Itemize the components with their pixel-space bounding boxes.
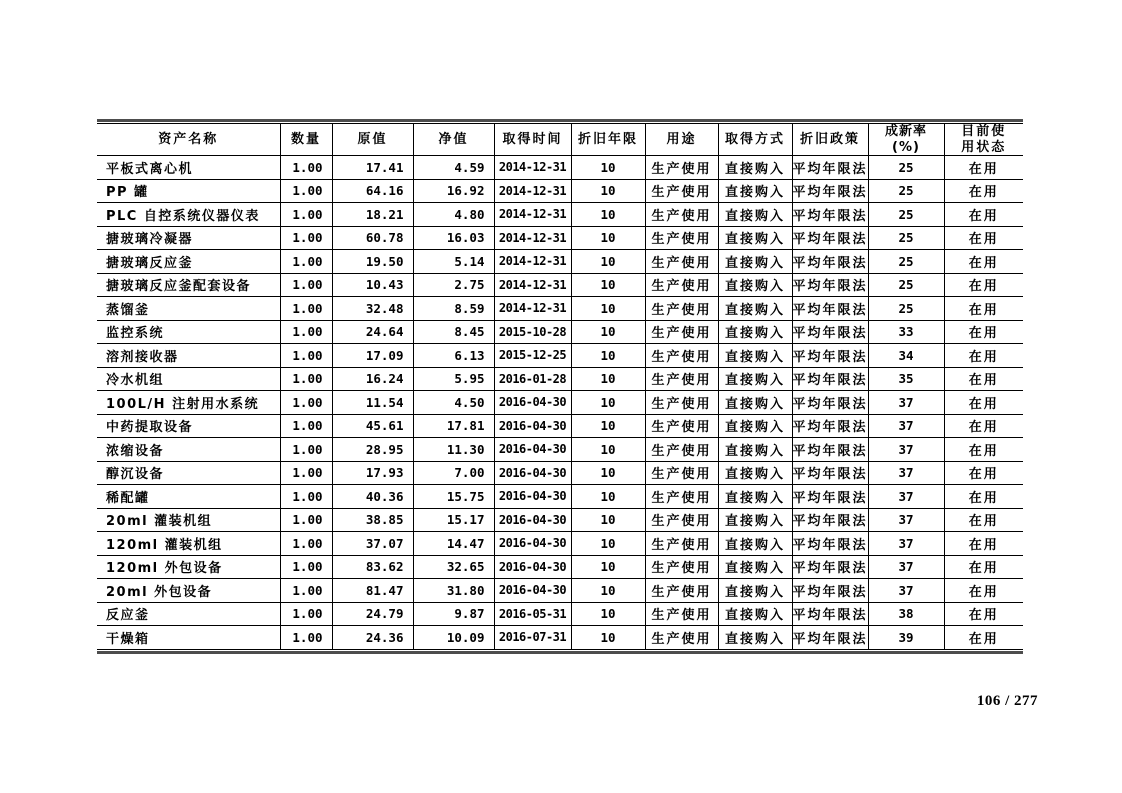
- table-cell: 生产使用: [645, 250, 718, 274]
- table-cell: 直接购入: [718, 297, 792, 321]
- table-cell: 2016-04-30: [494, 391, 571, 415]
- table-cell: 1.00: [280, 344, 332, 368]
- table-cell: 17.41: [332, 156, 413, 180]
- table-cell: 2016-04-30: [494, 532, 571, 556]
- table-cell: 在用: [944, 602, 1023, 626]
- table-cell: 10: [571, 602, 645, 626]
- table-cell: 4.59: [413, 156, 494, 180]
- table-cell: 2016-04-30: [494, 485, 571, 509]
- table-cell: 溶剂接收器: [97, 344, 280, 368]
- table-cell: 45.61: [332, 414, 413, 438]
- table-cell: 生产使用: [645, 579, 718, 603]
- table-cell: 生产使用: [645, 438, 718, 462]
- table-cell: 10: [571, 273, 645, 297]
- table-cell: 2016-04-30: [494, 579, 571, 603]
- table-cell: 7.00: [413, 461, 494, 485]
- table-row: [97, 367, 1023, 391]
- table-cell: 2014-12-31: [494, 273, 571, 297]
- table-row: [97, 532, 1023, 556]
- table-cell: 直接购入: [718, 320, 792, 344]
- table-cell: 10.43: [332, 273, 413, 297]
- table-cell: 2014-12-31: [494, 226, 571, 250]
- table-cell: 生产使用: [645, 414, 718, 438]
- table-cell: 2016-07-31: [494, 626, 571, 650]
- table-cell: 37: [868, 461, 944, 485]
- table-cell: 60.78: [332, 226, 413, 250]
- table-cell: 2014-12-31: [494, 203, 571, 227]
- table-cell: 25: [868, 179, 944, 203]
- table-cell: 1.00: [280, 555, 332, 579]
- table-cell: 5.14: [413, 250, 494, 274]
- table-cell: 1.00: [280, 391, 332, 415]
- table-row: [97, 508, 1023, 532]
- table-cell: 生产使用: [645, 602, 718, 626]
- table-cell: 平均年限法: [792, 344, 868, 368]
- table-cell: 4.50: [413, 391, 494, 415]
- table-cell: 平均年限法: [792, 297, 868, 321]
- table-cell: 直接购入: [718, 367, 792, 391]
- table-cell: 2016-04-30: [494, 414, 571, 438]
- table-cell: 生产使用: [645, 226, 718, 250]
- table-cell: 10: [571, 297, 645, 321]
- table-cell: 24.79: [332, 602, 413, 626]
- table-cell: 搪玻璃冷凝器: [97, 226, 280, 250]
- table-cell: 直接购入: [718, 532, 792, 556]
- table-cell: 平均年限法: [792, 626, 868, 650]
- table-cell: 17.93: [332, 461, 413, 485]
- table-cell: 1.00: [280, 626, 332, 650]
- table-cell: 生产使用: [645, 297, 718, 321]
- table-cell: 32.65: [413, 555, 494, 579]
- table-cell: 平均年限法: [792, 156, 868, 180]
- table-cell: 生产使用: [645, 555, 718, 579]
- table-cell: 平均年限法: [792, 320, 868, 344]
- table-cell: 搪玻璃反应釜: [97, 250, 280, 274]
- table-row: [97, 626, 1023, 650]
- table-cell: 10: [571, 250, 645, 274]
- table-cell: 在用: [944, 461, 1023, 485]
- table-cell: 平均年限法: [792, 438, 868, 462]
- table-cell: 10: [571, 320, 645, 344]
- table-cell: 2016-04-30: [494, 508, 571, 532]
- table-cell: 2016-05-31: [494, 602, 571, 626]
- table-row: [97, 179, 1023, 203]
- table-cell: 生产使用: [645, 367, 718, 391]
- table-cell: 25: [868, 156, 944, 180]
- table-cell: 反应釜: [97, 602, 280, 626]
- table-cell: 2016-01-28: [494, 367, 571, 391]
- table-cell: 10: [571, 414, 645, 438]
- table-cell: 在用: [944, 626, 1023, 650]
- table-row: [97, 391, 1023, 415]
- table-cell: 2.75: [413, 273, 494, 297]
- asset-detail-table: [97, 123, 1023, 650]
- table-cell: 平均年限法: [792, 414, 868, 438]
- table-cell: 浓缩设备: [97, 438, 280, 462]
- table-cell: 37: [868, 391, 944, 415]
- table-cell: 1.00: [280, 579, 332, 603]
- table-cell: 37: [868, 438, 944, 462]
- table-cell: 20ml 外包设备: [97, 579, 280, 603]
- table-row: [97, 226, 1023, 250]
- table-cell: 10: [571, 226, 645, 250]
- table-cell: 40.36: [332, 485, 413, 509]
- table-header-row: [97, 124, 1023, 156]
- table-cell: 6.13: [413, 344, 494, 368]
- table-cell: 平均年限法: [792, 555, 868, 579]
- table-cell: 28.95: [332, 438, 413, 462]
- table-cell: 10: [571, 344, 645, 368]
- table-cell: 10: [571, 555, 645, 579]
- table-row: [97, 602, 1023, 626]
- table-cell: 16.03: [413, 226, 494, 250]
- table-cell: 蒸馏釜: [97, 297, 280, 321]
- table-cell: 10: [571, 532, 645, 556]
- table-cell: 120ml 外包设备: [97, 555, 280, 579]
- table-cell: 直接购入: [718, 156, 792, 180]
- table-row: [97, 414, 1023, 438]
- table-cell: 平均年限法: [792, 226, 868, 250]
- column-header: 折旧政策: [792, 124, 868, 156]
- table-cell: 11.30: [413, 438, 494, 462]
- table-cell: 16.92: [413, 179, 494, 203]
- table-cell: 1.00: [280, 461, 332, 485]
- table-cell: 10.09: [413, 626, 494, 650]
- table-cell: 38.85: [332, 508, 413, 532]
- table-cell: 生产使用: [645, 626, 718, 650]
- table-cell: 1.00: [280, 532, 332, 556]
- table-cell: 33: [868, 320, 944, 344]
- table-cell: 1.00: [280, 320, 332, 344]
- table-cell: 搪玻璃反应釜配套设备: [97, 273, 280, 297]
- table-cell: 在用: [944, 250, 1023, 274]
- table-cell: 醇沉设备: [97, 461, 280, 485]
- table-cell: 38: [868, 602, 944, 626]
- table-cell: 在用: [944, 414, 1023, 438]
- table-cell: 16.24: [332, 367, 413, 391]
- table-row: [97, 344, 1023, 368]
- table-cell: 在用: [944, 391, 1023, 415]
- table-cell: 31.80: [413, 579, 494, 603]
- table-cell: 24.36: [332, 626, 413, 650]
- table-cell: 10: [571, 179, 645, 203]
- column-header: 折旧年限: [571, 124, 645, 156]
- table-cell: 冷水机组: [97, 367, 280, 391]
- table-cell: 生产使用: [645, 485, 718, 509]
- table-cell: 2016-04-30: [494, 438, 571, 462]
- table-cell: 81.47: [332, 579, 413, 603]
- table-cell: 平均年限法: [792, 579, 868, 603]
- table-row: [97, 438, 1023, 462]
- table-cell: 平均年限法: [792, 250, 868, 274]
- table-cell: 生产使用: [645, 179, 718, 203]
- table-cell: 生产使用: [645, 273, 718, 297]
- column-header: 取得方式: [718, 124, 792, 156]
- table-row: [97, 320, 1023, 344]
- column-header: 数量: [280, 124, 332, 156]
- table-cell: 37: [868, 508, 944, 532]
- table-row: [97, 297, 1023, 321]
- table-cell: 8.45: [413, 320, 494, 344]
- table-cell: 10: [571, 461, 645, 485]
- table-cell: 在用: [944, 203, 1023, 227]
- table-cell: 直接购入: [718, 555, 792, 579]
- table-cell: 直接购入: [718, 203, 792, 227]
- table-cell: 平均年限法: [792, 203, 868, 227]
- table-cell: 在用: [944, 273, 1023, 297]
- table-cell: 18.21: [332, 203, 413, 227]
- table-cell: 1.00: [280, 250, 332, 274]
- table-cell: 直接购入: [718, 250, 792, 274]
- column-header: 成新率 (%): [868, 124, 944, 156]
- table-cell: 1.00: [280, 602, 332, 626]
- table-cell: 10: [571, 438, 645, 462]
- table-cell: 在用: [944, 555, 1023, 579]
- table-cell: 1.00: [280, 273, 332, 297]
- table-cell: 生产使用: [645, 320, 718, 344]
- table-row: [97, 250, 1023, 274]
- table-cell: 10: [571, 367, 645, 391]
- table-cell: 37: [868, 485, 944, 509]
- page-number: 106 / 277: [976, 693, 1038, 709]
- table-cell: 15.75: [413, 485, 494, 509]
- table-cell: 稀配罐: [97, 485, 280, 509]
- table-cell: 10: [571, 156, 645, 180]
- table-cell: 25: [868, 250, 944, 274]
- table-cell: 2014-12-31: [494, 297, 571, 321]
- column-header: 原值: [332, 124, 413, 156]
- table-cell: 直接购入: [718, 626, 792, 650]
- table-cell: 5.95: [413, 367, 494, 391]
- table-cell: 平均年限法: [792, 391, 868, 415]
- table-row: [97, 273, 1023, 297]
- table-cell: 35: [868, 367, 944, 391]
- table-cell: 在用: [944, 532, 1023, 556]
- table-cell: 生产使用: [645, 532, 718, 556]
- table-cell: 生产使用: [645, 344, 718, 368]
- table-cell: 在用: [944, 320, 1023, 344]
- table-cell: 监控系统: [97, 320, 280, 344]
- table-cell: 24.64: [332, 320, 413, 344]
- table-cell: 2016-04-30: [494, 555, 571, 579]
- table-cell: 直接购入: [718, 461, 792, 485]
- table-cell: 直接购入: [718, 438, 792, 462]
- table-cell: 1.00: [280, 367, 332, 391]
- column-header: 取得时间: [494, 124, 571, 156]
- table-cell: 9.87: [413, 602, 494, 626]
- table-cell: 在用: [944, 179, 1023, 203]
- table-cell: 100L/H 注射用水系统: [97, 391, 280, 415]
- table-cell: 直接购入: [718, 273, 792, 297]
- table-cell: 平均年限法: [792, 602, 868, 626]
- table-row: [97, 579, 1023, 603]
- column-header: 资产名称: [97, 124, 280, 156]
- table-row: [97, 485, 1023, 509]
- table-cell: 11.54: [332, 391, 413, 415]
- table-cell: 10: [571, 626, 645, 650]
- table-cell: 8.59: [413, 297, 494, 321]
- table-cell: 直接购入: [718, 226, 792, 250]
- table-cell: 在用: [944, 226, 1023, 250]
- table-cell: 平板式离心机: [106, 161, 194, 177]
- table-cell: 生产使用: [645, 156, 718, 180]
- table-cell: 在用: [944, 438, 1023, 462]
- table-cell: 17.09: [332, 344, 413, 368]
- table-cell: 直接购入: [718, 344, 792, 368]
- table-cell: 直接购入: [718, 414, 792, 438]
- table-body: [97, 156, 1023, 650]
- table-cell: 25: [868, 297, 944, 321]
- table-cell: 在用: [944, 579, 1023, 603]
- table-cell: 10: [571, 579, 645, 603]
- table-cell: 1.00: [280, 485, 332, 509]
- table-cell: 32.48: [332, 297, 413, 321]
- table-cell: 17.81: [413, 414, 494, 438]
- table-cell: 37: [868, 555, 944, 579]
- table-cell: 在用: [944, 344, 1023, 368]
- table-cell: 15.17: [413, 508, 494, 532]
- table-cell: 生产使用: [645, 508, 718, 532]
- table-cell: 直接购入: [718, 179, 792, 203]
- table-cell: 干燥箱: [97, 626, 280, 650]
- table-cell: 在用: [944, 508, 1023, 532]
- table-cell: 2014-12-31: [494, 250, 571, 274]
- table-cell: 生产使用: [645, 461, 718, 485]
- table-cell: 10: [571, 485, 645, 509]
- table-cell: PP 罐: [97, 179, 280, 203]
- column-header: 目前使用状态: [944, 124, 1023, 156]
- table-cell: 19.50: [332, 250, 413, 274]
- table-cell: 直接购入: [718, 391, 792, 415]
- table-cell: 37.07: [332, 532, 413, 556]
- column-header: 净值: [413, 124, 494, 156]
- table-cell: 39: [868, 626, 944, 650]
- table-cell: 25: [868, 273, 944, 297]
- table-cell: 1.00: [280, 179, 332, 203]
- table-cell: 10: [571, 391, 645, 415]
- table-cell: 2015-10-28: [494, 320, 571, 344]
- table-cell: 生产使用: [645, 203, 718, 227]
- table-cell: 1.00: [280, 203, 332, 227]
- table-cell: 平均年限法: [792, 461, 868, 485]
- table-cell: 中药提取设备: [97, 414, 280, 438]
- column-header: 用途: [645, 124, 718, 156]
- table-cell: 1.00: [280, 226, 332, 250]
- table-cell: PLC 自控系统仪器仪表: [97, 203, 280, 227]
- table-cell: 生产使用: [645, 391, 718, 415]
- table-cell: 在用: [944, 367, 1023, 391]
- asset-table-container: [97, 119, 1023, 654]
- table-cell: 25: [868, 203, 944, 227]
- table-cell: 直接购入: [718, 485, 792, 509]
- table-row: [97, 555, 1023, 579]
- table-cell: 直接购入: [718, 602, 792, 626]
- table-cell: 直接购入: [718, 579, 792, 603]
- table-cell: 2014-12-31: [494, 179, 571, 203]
- table-cell: 14.47: [413, 532, 494, 556]
- table-cell: 64.16: [332, 179, 413, 203]
- table-cell: 37: [868, 579, 944, 603]
- table-cell: 2014-12-31: [494, 156, 571, 180]
- table-cell: 83.62: [332, 555, 413, 579]
- table-row: [97, 156, 1023, 180]
- table-cell: 37: [868, 532, 944, 556]
- table-cell: 4.80: [413, 203, 494, 227]
- table-cell: 平均年限法: [792, 532, 868, 556]
- table-cell: 平均年限法: [792, 367, 868, 391]
- table-cell: 2015-12-25: [494, 344, 571, 368]
- table-cell: 10: [571, 508, 645, 532]
- table-cell: 平均年限法: [792, 508, 868, 532]
- table-cell: 25: [868, 226, 944, 250]
- table-cell: 平均年限法: [792, 273, 868, 297]
- table-cell: 2016-04-30: [494, 461, 571, 485]
- table-cell: 1.00: [280, 438, 332, 462]
- table-cell: 在用: [944, 156, 1023, 180]
- table-cell: 1.00: [280, 414, 332, 438]
- table-cell: 120ml 灌装机组: [97, 532, 280, 556]
- table-cell: 直接购入: [718, 508, 792, 532]
- table-cell: 10: [571, 203, 645, 227]
- table-cell: 平均年限法: [792, 179, 868, 203]
- table-row: [97, 203, 1023, 227]
- table-cell: 20ml 灌装机组: [97, 508, 280, 532]
- table-cell: 在用: [944, 297, 1023, 321]
- table-cell: 1.00: [280, 156, 332, 180]
- table-cell: 1.00: [280, 508, 332, 532]
- table-cell: 平均年限法: [792, 485, 868, 509]
- table-cell: 在用: [944, 485, 1023, 509]
- table-row: [97, 461, 1023, 485]
- table-cell: 37: [868, 414, 944, 438]
- table-cell: 34: [868, 344, 944, 368]
- table-cell: 1.00: [280, 297, 332, 321]
